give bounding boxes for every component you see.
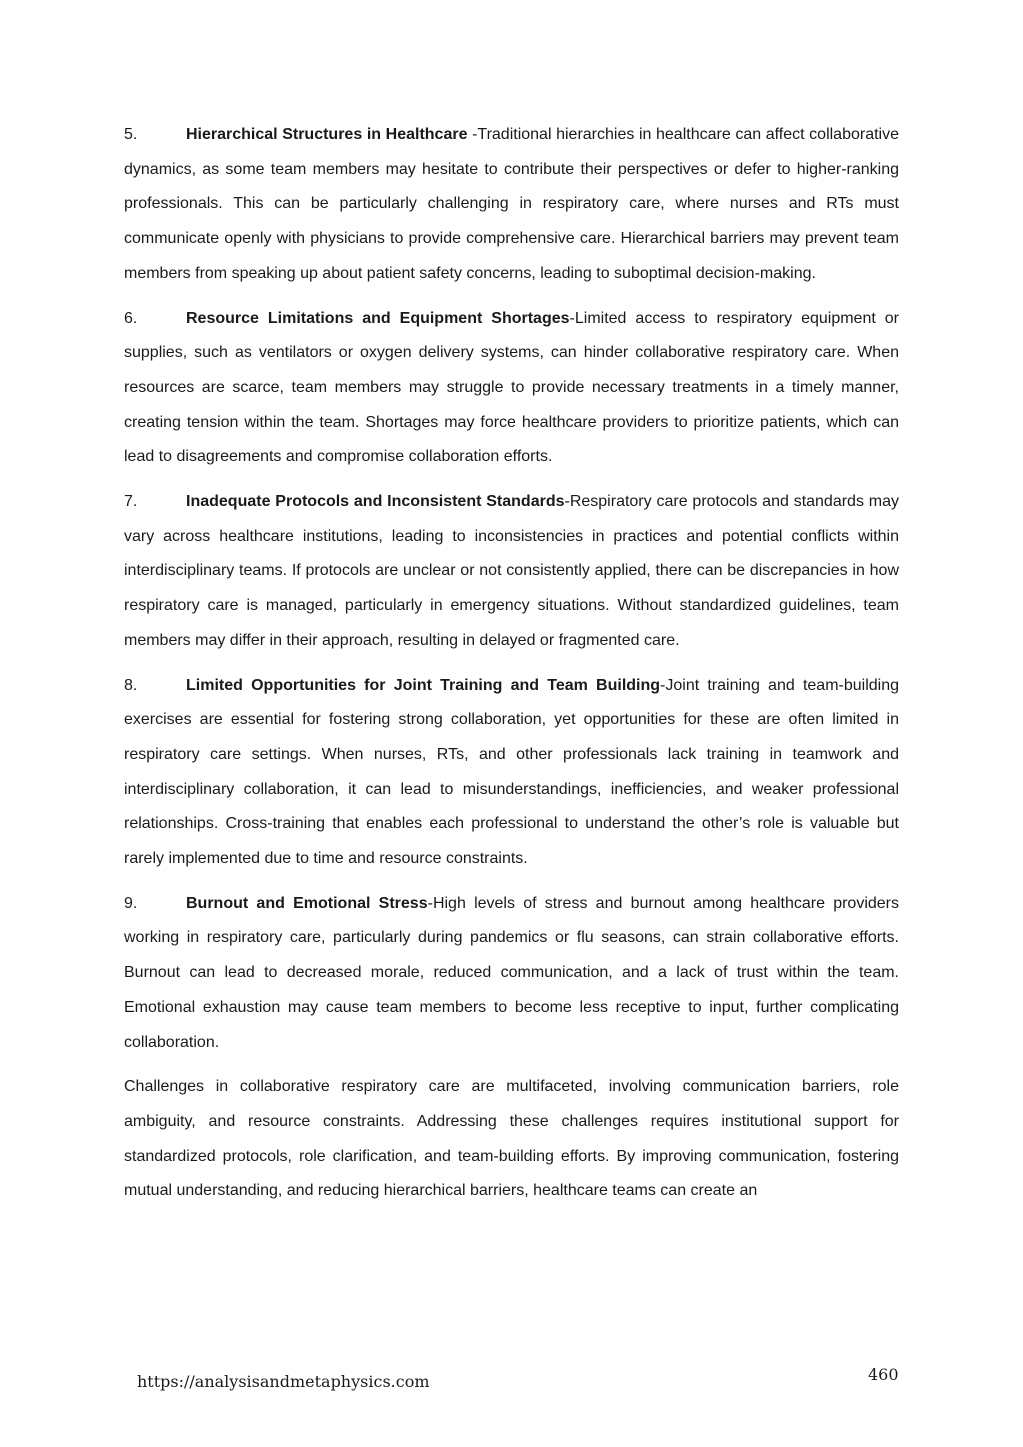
item-heading: Inadequate Protocols and Inconsistent Standards bbox=[186, 493, 565, 511]
item-text: -High levels of stress and burnout among healthcare providers working in respiratory care, particularly during pandemics or flu seasons, can strain collaborative efforts. Burnout can lead to decreased morale, reduced communication, and a lack of trust within the team. Emotional exhaustion may cause team members to become less receptive to input, further complicating collaboration. bbox=[124, 894, 900, 1051]
item-text: -Joint training and team-building exercises are essential for fostering strong collaboration, yet opportunities for these are often limited in respiratory care settings. When nurses, RTs, and other professionals lack training in teamwork and interdisciplinary collaboration, it can lead to misunderstandings, inefficiencies, and weaker professional relationships. Cross-training that enables each professional to understand the other’s role is valuable but rarely implemented due to time and resource constraints. bbox=[124, 676, 900, 868]
item-number: 7. bbox=[124, 493, 138, 511]
page-body bbox=[124, 118, 899, 1209]
list-item-8 bbox=[124, 669, 899, 877]
item-text: -Traditional hierarchies in healthcare can affect collaborative dynamics, as some team members may hesitate to contribute their perspectives or defer to higher-ranking professionals. This can be particularly challenging in respiratory care, where nurses and RTs must communicate openly with physicians to provide comprehensive care. Hierarchical barriers may prevent team members from speaking up about patient safety concerns, leading to suboptimal decision-making. bbox=[124, 126, 899, 282]
item-heading: Resource Limitations and Equipment Shortages bbox=[186, 309, 570, 327]
footer-url[interactable]: https://analysisandmetaphysics.com bbox=[137, 1372, 430, 1391]
conclusion-paragraph: Challenges in collaborative respiratory care are multifaceted, involving communication barriers, role ambiguity, and resource constraints. Addressing these challenges requires institutional support for standardized protocols, role clarification, and team-building efforts. By improving communication, fostering mutual understanding, and reducing hierarchical barriers, healthcare teams can create an bbox=[124, 1078, 899, 1200]
list-item-9 bbox=[124, 887, 899, 1061]
item-text: -Respiratory care protocols and standards may vary across healthcare institutions, leading to inconsistencies in practices and potential conflicts within interdisciplinary teams. If protocols are unclear or not consistently applied, there can be discrepancies in how respiratory care is managed, particularly in emergency situations. Without standardized guidelines, team members may differ in their approach, resulting in delayed or fragmented care. bbox=[124, 493, 900, 649]
page-number: 460 bbox=[868, 1365, 899, 1384]
list-item-7 bbox=[124, 485, 899, 659]
item-text: -Limited access to respiratory equipment or supplies, such as ventilators or oxygen delivery systems, can hinder collaborative respiratory care. When resources are scarce, team members may struggle to provide necessary treatments in a timely manner, creating tension within the team. Shortages may force healthcare providers to prioritize patients, which can lead to disagreements and compromise collaboration efforts. bbox=[124, 309, 900, 466]
item-number: 8. bbox=[124, 676, 138, 694]
item-heading: Hierarchical Structures in Healthcare bbox=[186, 126, 468, 143]
item-heading: Limited Opportunities for Joint Training and Team Building bbox=[186, 676, 661, 694]
item-number: 6. bbox=[124, 309, 138, 327]
item-number: 9. bbox=[124, 894, 138, 912]
list-item-6 bbox=[124, 302, 899, 476]
item-number: 5. bbox=[124, 126, 138, 143]
list-item-5 bbox=[124, 118, 899, 292]
item-heading: Burnout and Emotional Stress bbox=[186, 894, 428, 912]
